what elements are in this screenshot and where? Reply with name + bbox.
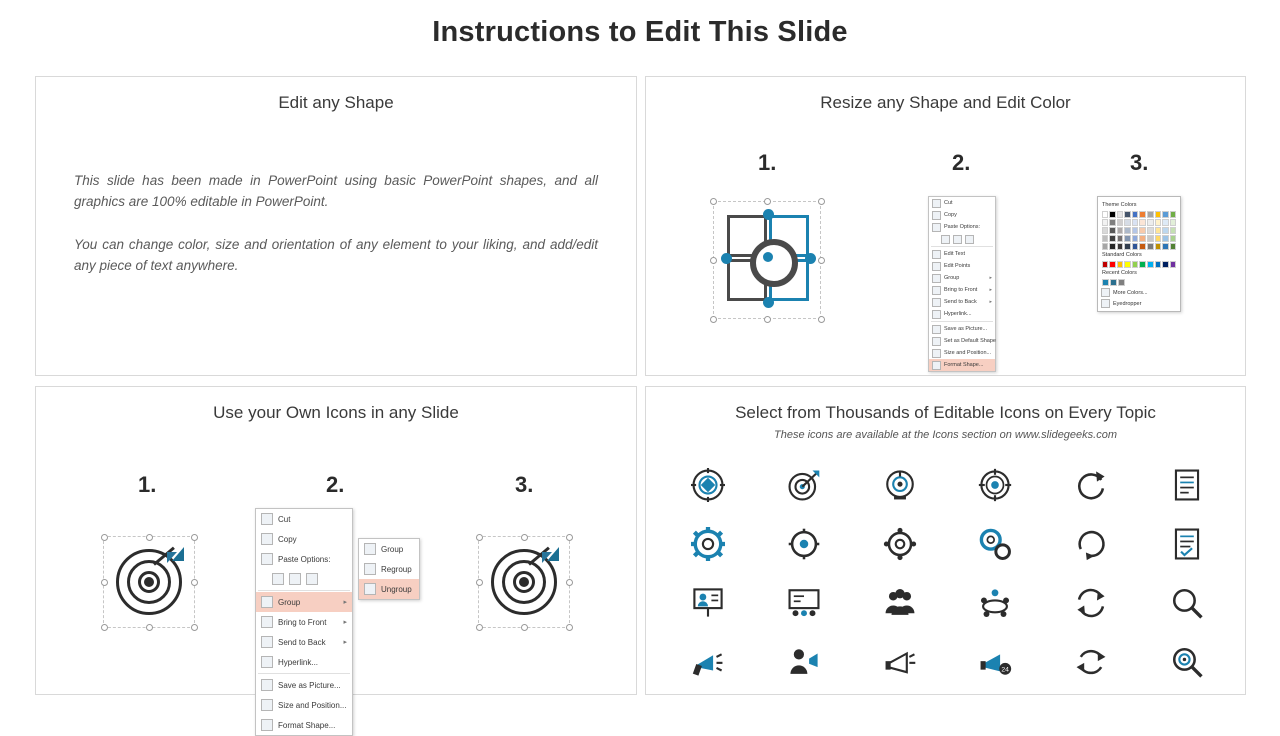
context-menu-label: Edit Points <box>944 263 971 269</box>
context-menu-item-edit-text[interactable] <box>929 248 995 260</box>
whiteboard-team-icon[interactable] <box>787 586 821 620</box>
panel-select-icons-subtitle: These icons are available at the Icons section on www.slidegeeks.com <box>773 429 1117 441</box>
four-square-ring-shape <box>727 215 809 307</box>
panel-edit-shape-title: Edit any Shape <box>278 93 394 112</box>
submenu-arrow-icon: ▸ <box>343 639 347 646</box>
recent-colors-label: Recent Colors <box>1102 270 1137 276</box>
size-position-icon <box>932 349 941 358</box>
context-menu-label: Edit Text <box>944 251 965 257</box>
more-colors-label: More Colors... <box>1113 289 1148 296</box>
resize-handle-bottom-left[interactable] <box>476 624 483 631</box>
standard-colors-label: Standard Colors <box>1102 252 1142 258</box>
default-shape-icon <box>932 337 941 346</box>
dart-arrow-icon <box>527 547 561 581</box>
context-menu-item-bring-to-front[interactable] <box>929 284 995 296</box>
ungroup-icon <box>364 583 376 595</box>
document-check-icon[interactable] <box>1170 527 1204 561</box>
context-menu-item-edit-points[interactable] <box>929 260 995 272</box>
context-menu-label: Paste Options: <box>944 224 981 230</box>
copy-icon <box>932 211 941 220</box>
save-picture-icon <box>932 325 941 334</box>
context-menu-label: Format Shape... <box>278 720 336 730</box>
own-icons-step-1-number: 1. <box>138 472 157 497</box>
context-menu-item-group[interactable] <box>256 592 352 612</box>
edit-text-icon <box>932 250 941 259</box>
resize-handle-middle-right[interactable] <box>566 579 573 586</box>
resize-handle-bottom-right[interactable] <box>566 624 573 631</box>
paste-text-icon <box>965 235 974 244</box>
resize-handle-middle-left[interactable] <box>101 579 108 586</box>
context-menu-separator <box>258 673 350 674</box>
submenu-arrow-icon: ▸ <box>343 619 347 626</box>
resize-handle-top-right[interactable] <box>566 534 573 541</box>
eyedropper-icon <box>1101 299 1110 308</box>
format-shape-icon <box>932 361 941 370</box>
context-menu-label: Bring to Front <box>278 617 327 627</box>
group-icon <box>261 596 273 608</box>
group-icon <box>364 543 376 555</box>
submenu-item-regroup[interactable] <box>359 559 419 579</box>
context-menu-label: Hyperlink... <box>944 311 972 317</box>
send-to-back-icon <box>261 636 273 648</box>
context-menu-label: Group <box>944 275 960 281</box>
submenu-arrow-icon: ▸ <box>343 599 347 606</box>
cut-icon <box>261 513 273 525</box>
resize-handle-middle-right[interactable] <box>191 579 198 586</box>
context-menu-label: Set as Default Shape <box>944 338 996 344</box>
theme-colors-row-3[interactable] <box>1101 226 1177 234</box>
context-menu-label: Size and Position... <box>278 700 347 710</box>
dartboard-icon <box>116 549 182 615</box>
resize-handle-top-right[interactable] <box>818 198 825 205</box>
resize-handle-top-center[interactable] <box>521 534 528 541</box>
resize-handle-middle-left[interactable] <box>476 579 483 586</box>
resize-handle-top-center[interactable] <box>146 534 153 541</box>
paste-text-icon <box>306 573 318 585</box>
resize-step-3-number: 3. <box>1130 150 1149 175</box>
resize-handle-bottom-center[interactable] <box>764 316 771 323</box>
hyperlink-icon <box>261 656 273 668</box>
shape-dot-left <box>721 253 732 264</box>
context-menu-label: Paste Options: <box>278 554 331 564</box>
size-position-icon <box>261 699 273 711</box>
person-speaker-icon[interactable] <box>787 645 821 679</box>
standard-colors-row[interactable] <box>1101 260 1177 268</box>
cycle-arrows-icon[interactable] <box>1074 645 1108 679</box>
paste-picture-icon <box>289 573 301 585</box>
regroup-icon <box>364 563 376 575</box>
magnifier-icon[interactable] <box>1170 586 1204 620</box>
context-menu-label: Send to Back <box>944 299 977 305</box>
panel-resize-shape-title: Resize any Shape and Edit Color <box>820 93 1071 112</box>
context-menu-label: Copy <box>944 212 957 218</box>
svg-text:24: 24 <box>1001 665 1010 673</box>
edit-shape-paragraph-2: You can change color, size and orientation of any element to your liking, and add/edit any piece of text anywhere. <box>74 236 598 273</box>
context-menu-item-format-shape[interactable] <box>929 359 995 371</box>
context-menu-item-send-to-back[interactable] <box>256 632 352 652</box>
palette-icon <box>1101 288 1110 297</box>
bring-to-front-icon <box>261 616 273 628</box>
resize-handle-middle-right[interactable] <box>818 257 825 264</box>
cut-icon <box>932 199 941 208</box>
group-icon <box>932 274 941 283</box>
target-graphic-2[interactable] <box>478 536 570 628</box>
more-colors-item[interactable] <box>1101 288 1177 297</box>
context-menu-item-hyperlink[interactable] <box>256 652 352 672</box>
own-icons-step-3-number: 3. <box>515 472 534 497</box>
edit-points-icon <box>932 262 941 271</box>
context-menu-item-paste-options[interactable] <box>929 221 995 233</box>
resize-handle-bottom-right[interactable] <box>191 624 198 631</box>
context-menu-paste-swatches[interactable] <box>256 569 352 589</box>
gears-duo-icon[interactable] <box>978 527 1012 561</box>
context-menu-paste-swatches[interactable] <box>929 233 995 245</box>
resize-handle-bottom-center[interactable] <box>146 624 153 631</box>
submenu-label: Ungroup <box>381 584 412 594</box>
context-menu-item-set-default-shape[interactable] <box>929 335 995 347</box>
shape-center-ring <box>750 239 798 287</box>
submenu-item-ungroup[interactable] <box>359 579 419 599</box>
bring-to-front-icon <box>932 286 941 295</box>
resize-handle-bottom-left[interactable] <box>101 624 108 631</box>
theme-colors-row-1[interactable] <box>1101 210 1177 218</box>
context-menu-item-size-position[interactable] <box>929 347 995 359</box>
resize-step-2-number: 2. <box>952 150 971 175</box>
theme-colors-label: Theme Colors <box>1102 202 1137 208</box>
search-target-icon[interactable] <box>1170 645 1204 679</box>
edit-shape-paragraph-1: This slide has been made in PowerPoint using basic PowerPoint shapes, and all graphics are 100% editable in PowerPoint. <box>74 173 598 209</box>
context-menu-label: Group <box>278 597 301 607</box>
context-menu-separator <box>258 590 350 591</box>
submenu-item-group[interactable] <box>359 539 419 559</box>
megaphone-star-icon[interactable] <box>691 645 725 679</box>
shape-dot-top <box>763 209 774 220</box>
panel-own-icons-title: Use your Own Icons in any Slide <box>213 403 459 422</box>
resize-handle-top-center[interactable] <box>764 198 771 205</box>
context-menu-item-save-as-picture[interactable] <box>256 675 352 695</box>
dartboard-arrow-icon[interactable] <box>787 468 821 502</box>
theme-colors-row-4[interactable] <box>1101 234 1177 242</box>
context-menu-label: Copy <box>278 534 297 544</box>
page-title: Instructions to Edit This Slide <box>432 16 848 48</box>
editable-shape-graphic[interactable] <box>713 195 823 325</box>
context-menu-item-size-position[interactable] <box>256 695 352 715</box>
paste-icon <box>261 553 273 565</box>
context-menu-item-copy[interactable] <box>256 529 352 549</box>
submenu-arrow-icon: ▸ <box>989 299 992 305</box>
refresh-arrow-icon[interactable] <box>1074 468 1108 502</box>
paste-icon <box>932 223 941 232</box>
group-people-icon[interactable] <box>883 586 917 620</box>
submenu-label: Regroup <box>381 564 412 574</box>
person-presentation-icon[interactable] <box>691 586 725 620</box>
resize-handle-bottom-left[interactable] <box>710 316 717 323</box>
crosshair-target-icon[interactable] <box>978 468 1012 502</box>
meeting-table-icon[interactable] <box>978 586 1012 620</box>
color-picker-popup[interactable] <box>1097 196 1181 312</box>
context-menu-label: Format Shape... <box>944 362 984 368</box>
context-menu-label: Bring to Front <box>944 287 978 293</box>
panel-select-icons-title: Select from Thousands of Editable Icons on Every Topic <box>735 403 1156 422</box>
shape-context-menu[interactable] <box>928 196 996 372</box>
eyedropper-label: Eyedropper <box>1113 300 1142 307</box>
own-icons-step-2-number: 2. <box>326 472 345 497</box>
shape-dot-right <box>805 253 816 264</box>
sync-arrows-icon[interactable] <box>1074 586 1108 620</box>
recent-colors-row[interactable] <box>1101 278 1177 286</box>
gear-dotted-icon[interactable] <box>883 527 917 561</box>
shape-dot-bottom <box>763 297 774 308</box>
rotate-clockwise-icon[interactable] <box>1074 527 1108 561</box>
icon-library-grid <box>660 455 1235 691</box>
target-trophy-icon[interactable] <box>883 468 917 502</box>
resize-handle-bottom-right[interactable] <box>818 316 825 323</box>
context-menu-item-format-shape[interactable] <box>256 715 352 735</box>
context-menu-label: Cut <box>278 514 291 524</box>
context-menu-item-send-to-back[interactable] <box>929 296 995 308</box>
resize-handle-top-left[interactable] <box>101 534 108 541</box>
announce-badge-icon[interactable] <box>978 645 1012 679</box>
resize-handle-middle-left[interactable] <box>710 257 717 264</box>
context-menu-item-hyperlink[interactable] <box>929 308 995 320</box>
context-menu-separator <box>931 246 993 247</box>
context-menu-label: Send to Back <box>278 637 326 647</box>
target-diamond-icon[interactable] <box>691 468 725 502</box>
target-graphic-1[interactable] <box>103 536 195 628</box>
context-menu-item-bring-to-front[interactable] <box>256 612 352 632</box>
gear-outline-icon[interactable] <box>787 527 821 561</box>
theme-colors-row-2[interactable] <box>1101 218 1177 226</box>
context-menu-label: Cut <box>944 200 953 206</box>
resize-handle-top-left[interactable] <box>710 198 717 205</box>
context-menu-item-group[interactable] <box>929 272 995 284</box>
theme-colors-row-5[interactable] <box>1101 242 1177 250</box>
eyedropper-item[interactable] <box>1101 299 1177 308</box>
resize-handle-top-right[interactable] <box>191 534 198 541</box>
resize-step-1-number: 1. <box>758 150 777 175</box>
document-list-icon[interactable] <box>1170 468 1204 502</box>
submenu-arrow-icon: ▸ <box>989 287 992 293</box>
send-to-back-icon <box>932 298 941 307</box>
context-menu-item-cut[interactable] <box>256 509 352 529</box>
panel-edit-shape <box>35 76 637 376</box>
paste-picture-icon <box>953 235 962 244</box>
resize-handle-bottom-center[interactable] <box>521 624 528 631</box>
context-menu-label: Size and Position... <box>944 350 992 356</box>
submenu-arrow-icon: ▸ <box>989 275 992 281</box>
context-menu-item-paste-options[interactable] <box>256 549 352 569</box>
context-menu-separator <box>931 321 993 322</box>
format-shape-icon <box>261 719 273 731</box>
hyperlink-icon <box>932 310 941 319</box>
context-menu-item-cut[interactable] <box>929 197 995 209</box>
dartboard-icon <box>491 549 557 615</box>
megaphone-icon[interactable] <box>883 645 917 679</box>
save-picture-icon <box>261 679 273 691</box>
group-submenu[interactable] <box>358 538 420 600</box>
icon-context-menu[interactable] <box>255 508 353 736</box>
context-menu-label: Save as Picture... <box>944 326 988 332</box>
context-menu-item-copy[interactable] <box>929 209 995 221</box>
context-menu-item-save-as-picture[interactable] <box>929 323 995 335</box>
context-menu-label: Save as Picture... <box>278 680 341 690</box>
dart-arrow-icon <box>152 547 186 581</box>
paste-keep-format-icon <box>941 235 950 244</box>
submenu-label: Group <box>381 544 404 554</box>
gear-solid-icon[interactable] <box>691 527 725 561</box>
context-menu-label: Hyperlink... <box>278 657 319 667</box>
paste-keep-format-icon <box>272 573 284 585</box>
resize-handle-top-left[interactable] <box>476 534 483 541</box>
copy-icon <box>261 533 273 545</box>
